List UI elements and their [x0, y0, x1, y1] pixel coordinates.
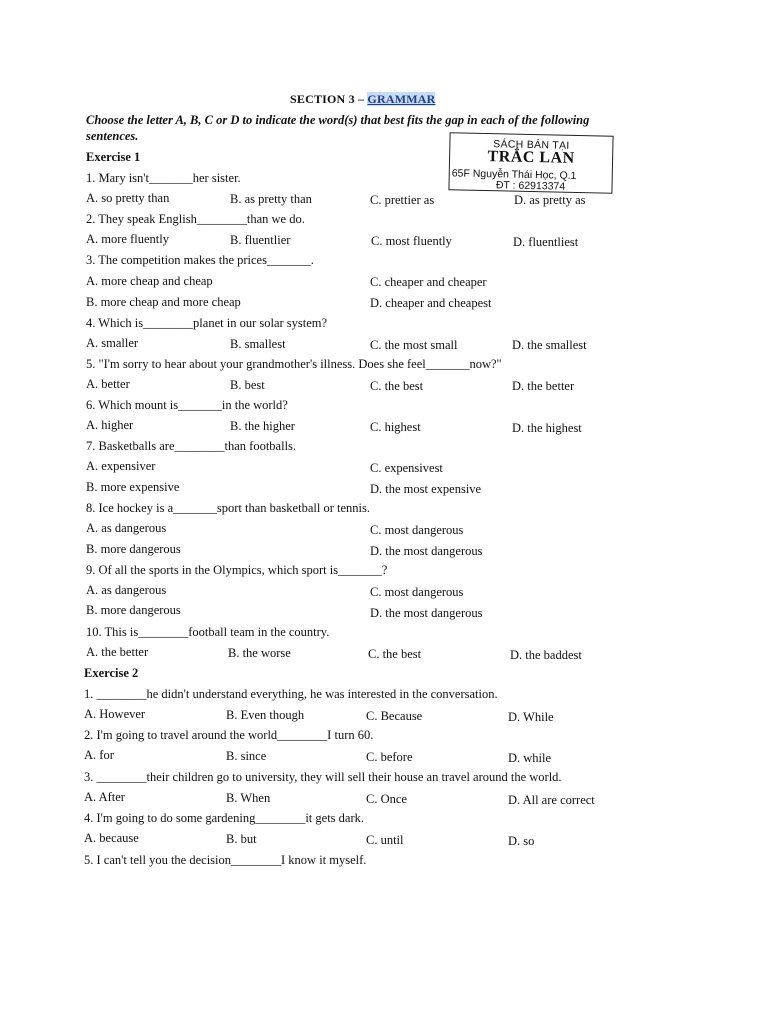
option-a: A. However	[84, 707, 146, 721]
question-text: 9. Of all the sports in the Olympics, which sport is_______?	[86, 563, 388, 577]
option-b: B. more expensive	[86, 480, 180, 494]
option-c: C. the best	[370, 379, 424, 393]
question-text: 4. Which is________planet in our solar system?	[86, 316, 328, 330]
question-text: 2. They speak English________than we do.	[86, 212, 305, 226]
question-text: 4. I'm going to do some gardening________it gets dark.	[84, 811, 364, 825]
question-text: 2. I'm going to travel around the world________I turn 60.	[84, 728, 374, 742]
bookstore-stamp	[448, 132, 613, 193]
option-c: C. the best	[368, 647, 422, 661]
option-d: D. while	[508, 751, 552, 765]
option-d: D. All are correct	[508, 793, 595, 807]
exercise2-heading: Exercise 2	[84, 666, 139, 680]
option-c: C. highest	[370, 420, 421, 434]
option-c: C. most fluently	[371, 234, 452, 248]
option-d: D. the most expensive	[370, 482, 482, 496]
question-text: 3. The competition makes the prices_______.	[86, 253, 314, 267]
option-d: D. the baddest	[510, 648, 582, 662]
option-c: C. until	[366, 833, 404, 847]
option-b: B. but	[226, 832, 257, 846]
section-title-highlight: GRAMMAR	[367, 92, 436, 106]
question-text: 10. This is________football team in the country.	[86, 625, 330, 639]
option-d: D. the better	[512, 379, 575, 393]
option-a: A. higher	[86, 418, 134, 432]
option-b: B. fluentlier	[230, 233, 291, 247]
option-c: C. prettier as	[370, 193, 435, 207]
option-c: C. the most small	[370, 338, 458, 352]
question-text: 1. ________he didn't understand everything, he was interested in the conversation.	[84, 687, 498, 701]
option-d: D. fluentliest	[513, 235, 579, 249]
option-b: B. Even though	[226, 708, 305, 722]
instruction: Choose the letter A, B, C or D to indicate the word(s) that best fits the gap in each of the following sentences.	[86, 113, 590, 143]
option-d: D. the highest	[512, 421, 582, 435]
section-title	[290, 92, 435, 107]
option-b: B. since	[226, 749, 267, 763]
stamp-line4: ĐT : 62913374	[495, 179, 566, 193]
option-b: B. more cheap and more cheap	[86, 295, 241, 309]
option-d: D. as pretty as	[514, 193, 586, 207]
option-b: B. the higher	[230, 419, 295, 433]
option-a: A. as dangerous	[86, 521, 167, 535]
question-text: 3. ________their children go to university, they will sell their house an travel around the world.	[84, 770, 562, 784]
question-text: 7. Basketballs are________than footballs.	[86, 439, 297, 453]
option-a: A. more cheap and cheap	[86, 274, 213, 288]
exercise1-heading: Exercise 1	[86, 150, 141, 164]
option-a: A. expensiver	[86, 459, 156, 473]
option-d: D. the most dangerous	[370, 544, 483, 558]
option-a: A. smaller	[86, 336, 139, 350]
option-c: C. most dangerous	[370, 523, 464, 537]
option-b: B. the worse	[228, 646, 291, 660]
question-text: 1. Mary isn't_______her sister.	[86, 171, 241, 185]
option-a: A. better	[86, 377, 130, 391]
option-a: A. because	[84, 831, 139, 845]
option-b: B. more dangerous	[86, 542, 181, 556]
option-b: B. more dangerous	[86, 603, 181, 617]
stamp-line2: TRẮC LAN	[487, 148, 575, 167]
option-b: B. best	[230, 378, 265, 392]
option-c: C. before	[366, 750, 413, 764]
option-c: C. cheaper and cheaper	[370, 275, 487, 289]
option-a: A. more fluently	[86, 232, 169, 246]
option-b: B. When	[226, 791, 271, 805]
option-d: D. While	[508, 710, 554, 724]
stamp-line1: SÁCH BÁN TẠI	[493, 138, 570, 152]
option-c: C. expensivest	[370, 461, 443, 475]
question-text: 6. Which mount is_______in the world?	[86, 398, 288, 412]
option-c: C. Once	[366, 792, 407, 806]
option-a: A. the better	[86, 645, 149, 659]
option-c: C. most dangerous	[370, 585, 464, 599]
option-b: B. smallest	[230, 337, 286, 351]
option-d: D. the smallest	[512, 338, 587, 352]
section-title-prefix: SECTION 3 –	[290, 92, 368, 106]
question-text: 8. Ice hockey is a_______sport than basketball or tennis.	[86, 501, 370, 515]
question-text: 5. I can't tell you the decision________I know it myself.	[84, 853, 367, 867]
option-a: A. for	[84, 748, 114, 762]
option-c: C. Because	[366, 709, 423, 723]
option-b: B. as pretty than	[230, 192, 312, 206]
option-a: A. After	[84, 790, 125, 804]
option-a: A. as dangerous	[86, 583, 167, 597]
option-d: D. the most dangerous	[370, 606, 483, 620]
question-text: 5. "I'm sorry to hear about your grandmother's illness. Does she feel_______now?"	[86, 357, 502, 371]
option-d: D. cheaper and cheapest	[370, 296, 492, 310]
stamp-line3: 65F Nguyễn Thái Học, Q.1	[451, 167, 577, 182]
option-a: A. so pretty than	[86, 191, 170, 205]
option-d: D. so	[508, 834, 535, 848]
